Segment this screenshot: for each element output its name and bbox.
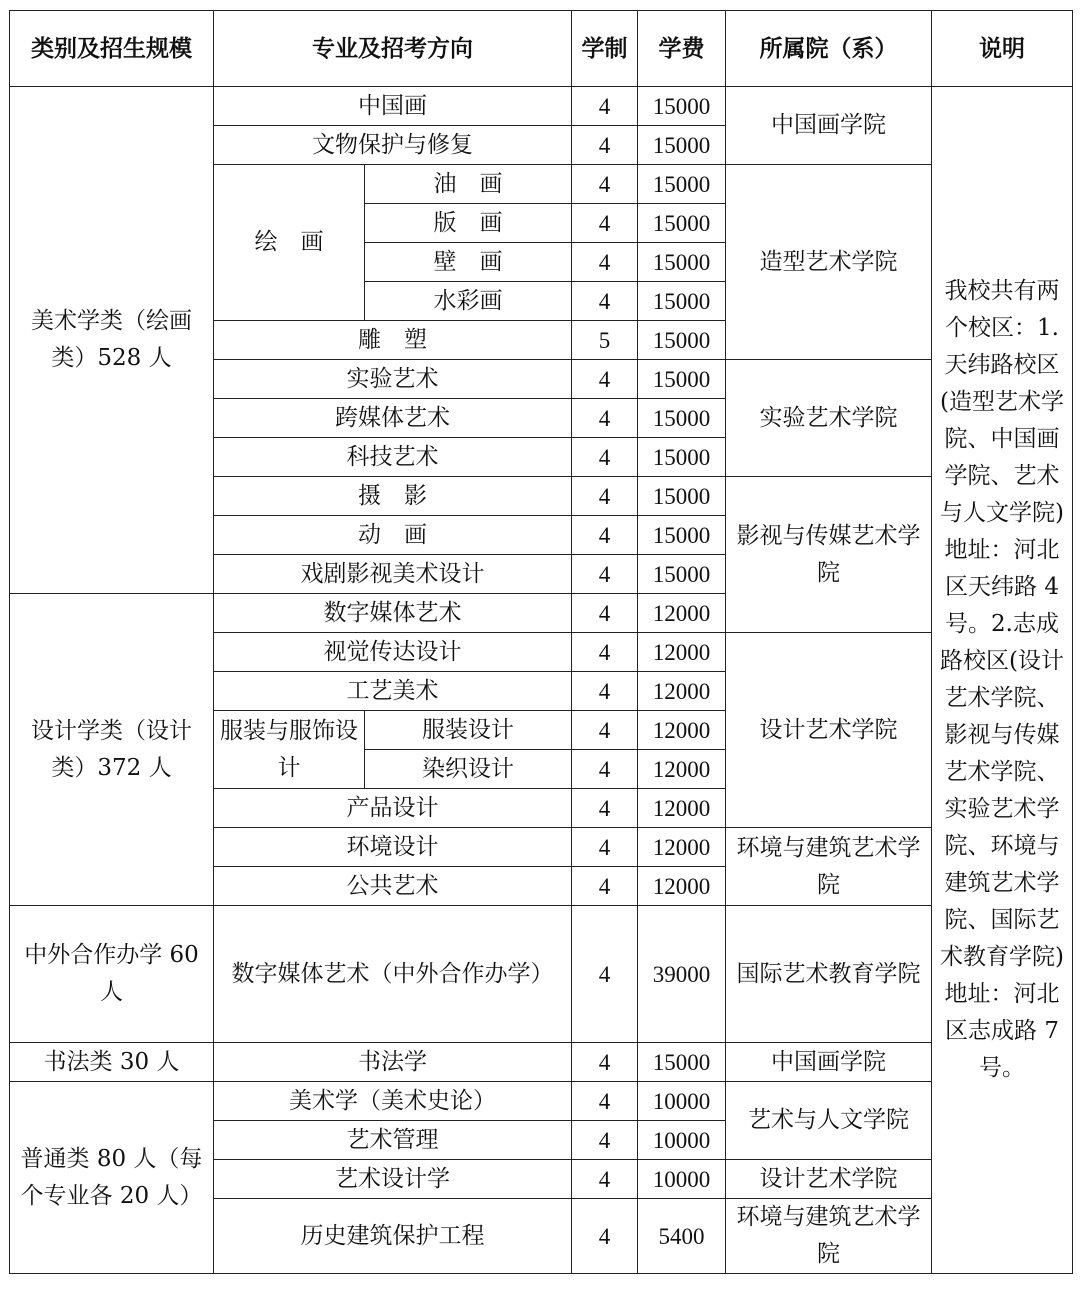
fee-cell: 15000 [638,477,726,516]
years-cell: 4 [572,1043,638,1082]
major-cell: 中国画 [214,87,572,126]
years-cell: 4 [572,1082,638,1121]
major-cell: 染织设计 [365,750,572,789]
major-cell: 文物保护与修复 [214,126,572,165]
major-cell: 书法学 [214,1043,572,1082]
major-cell: 摄 影 [214,477,572,516]
years-cell: 4 [572,204,638,243]
fee-cell: 15000 [638,204,726,243]
fee-cell: 12000 [638,828,726,867]
campus-note: 我校共有两个校区：1.天纬路校区(造型艺术学院、中国画学院、艺术与人文学院)地址：河北区天纬路 4 号。2.志成路校区(设计艺术学院、影视与传媒艺术学院、实验艺术学院、环境与建筑艺术学院、国际艺术教育学院)地址：河北区志成路 7 号。 [932,87,1073,1274]
header-row [10,11,1073,87]
category-design: 设计学类（设计类）372 人 [10,594,214,906]
years-cell: 4 [572,594,638,633]
category-general: 普通类 80 人（每个专业各 20 人） [10,1082,214,1274]
header-category: 类别及招生规模 [10,11,214,87]
fee-cell: 12000 [638,867,726,906]
years-cell: 4 [572,399,638,438]
years-cell: 4 [572,438,638,477]
fee-cell: 5400 [638,1199,726,1274]
major-cell: 动 画 [214,516,572,555]
years-cell: 4 [572,243,638,282]
dept-plastic-arts: 造型艺术学院 [726,165,932,360]
major-cell: 数字媒体艺术（中外合作办学） [214,906,572,1043]
years-cell: 4 [572,516,638,555]
admissions-table [9,10,1073,1274]
major-cell: 美术学（美术史论） [214,1082,572,1121]
years-cell: 4 [572,828,638,867]
years-cell: 4 [572,1160,638,1199]
dept-chinese-painting-2: 中国画学院 [726,1043,932,1082]
dept-env-arch: 环境与建筑艺术学院 [726,828,932,906]
years-cell: 4 [572,633,638,672]
years-cell: 4 [572,867,638,906]
fee-cell: 12000 [638,672,726,711]
category-calligraphy: 书法类 30 人 [10,1043,214,1082]
fee-cell: 15000 [638,165,726,204]
fee-cell: 15000 [638,516,726,555]
header-note: 说明 [932,11,1073,87]
header-dept: 所属院（系） [726,11,932,87]
category-fine-arts: 美术学类（绘画类）528 人 [10,87,214,594]
header-fee: 学费 [638,11,726,87]
dept-humanities: 艺术与人文学院 [726,1082,932,1160]
fee-cell: 15000 [638,282,726,321]
fee-cell: 15000 [638,321,726,360]
fee-cell: 15000 [638,438,726,477]
years-cell: 4 [572,1199,638,1274]
major-cell: 视觉传达设计 [214,633,572,672]
fee-cell: 12000 [638,750,726,789]
major-cell: 工艺美术 [214,672,572,711]
major-cell: 艺术设计学 [214,1160,572,1199]
dept-film-media: 影视与传媒艺术学院 [726,477,932,633]
major-cell: 雕 塑 [214,321,572,360]
major-cell: 跨媒体艺术 [214,399,572,438]
table-row [10,1043,1073,1082]
years-cell: 4 [572,87,638,126]
major-cell: 产品设计 [214,789,572,828]
subgroup-fashion: 服装与服饰设计 [214,711,365,789]
years-cell: 4 [572,126,638,165]
years-cell: 4 [572,165,638,204]
fee-cell: 15000 [638,399,726,438]
major-cell: 艺术管理 [214,1121,572,1160]
dept-env-arch-2: 环境与建筑艺术学院 [726,1199,932,1274]
category-intl: 中外合作办学 60 人 [10,906,214,1043]
years-cell: 4 [572,477,638,516]
table-row [10,87,1073,126]
fee-cell: 12000 [638,789,726,828]
major-cell: 版 画 [365,204,572,243]
fee-cell: 15000 [638,555,726,594]
major-cell: 壁 画 [365,243,572,282]
years-cell: 4 [572,906,638,1043]
fee-cell: 10000 [638,1121,726,1160]
subgroup-painting: 绘 画 [214,165,365,321]
dept-design: 设计艺术学院 [726,633,932,828]
major-cell: 服装设计 [365,711,572,750]
years-cell: 4 [572,282,638,321]
fee-cell: 39000 [638,906,726,1043]
header-major: 专业及招考方向 [214,11,572,87]
major-cell: 戏剧影视美术设计 [214,555,572,594]
major-cell: 公共艺术 [214,867,572,906]
fee-cell: 12000 [638,594,726,633]
major-cell: 实验艺术 [214,360,572,399]
fee-cell: 12000 [638,633,726,672]
years-cell: 5 [572,321,638,360]
dept-intl: 国际艺术教育学院 [726,906,932,1043]
fee-cell: 15000 [638,126,726,165]
header-years: 学制 [572,11,638,87]
years-cell: 4 [572,1121,638,1160]
years-cell: 4 [572,750,638,789]
fee-cell: 15000 [638,243,726,282]
years-cell: 4 [572,789,638,828]
fee-cell: 15000 [638,360,726,399]
dept-experimental: 实验艺术学院 [726,360,932,477]
years-cell: 4 [572,672,638,711]
table-row [10,906,1073,1043]
years-cell: 4 [572,711,638,750]
major-cell: 历史建筑保护工程 [214,1199,572,1274]
dept-chinese-painting: 中国画学院 [726,87,932,165]
major-cell: 数字媒体艺术 [214,594,572,633]
dept-design-2: 设计艺术学院 [726,1160,932,1199]
table-row [10,1082,1073,1121]
major-cell: 环境设计 [214,828,572,867]
fee-cell: 15000 [638,87,726,126]
fee-cell: 10000 [638,1160,726,1199]
fee-cell: 10000 [638,1082,726,1121]
major-cell: 科技艺术 [214,438,572,477]
years-cell: 4 [572,555,638,594]
years-cell: 4 [572,360,638,399]
fee-cell: 12000 [638,711,726,750]
major-cell: 水彩画 [365,282,572,321]
major-cell: 油 画 [365,165,572,204]
fee-cell: 15000 [638,1043,726,1082]
